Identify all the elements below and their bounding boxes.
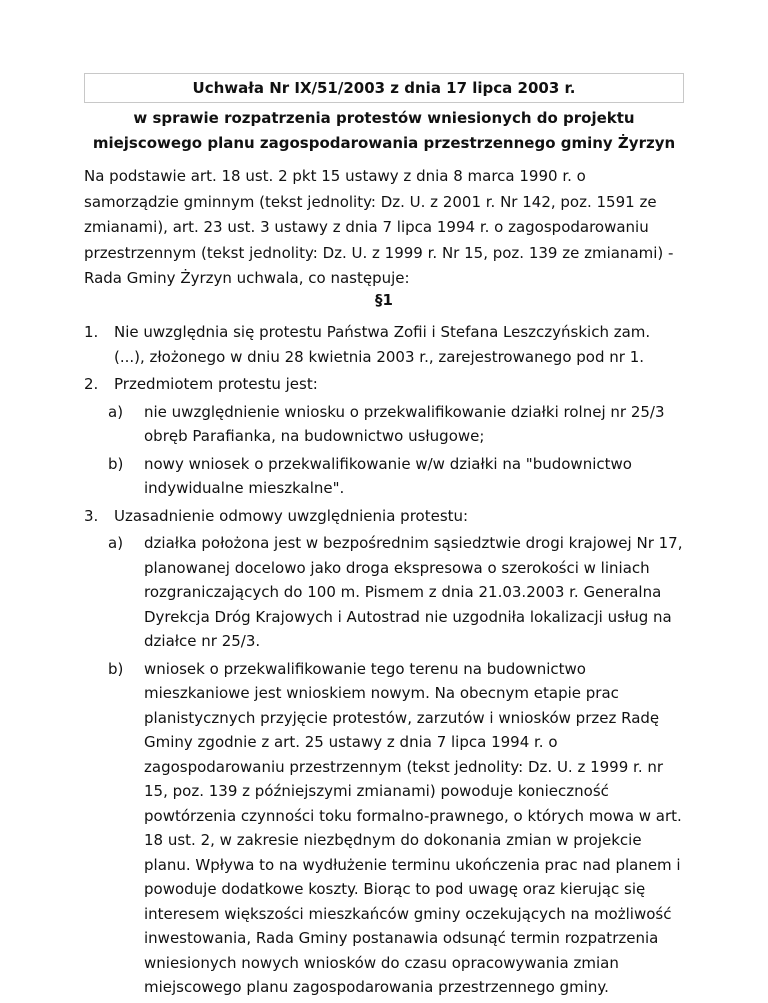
sub-list-item xyxy=(84,452,684,501)
list-item-number: 2. xyxy=(84,375,99,393)
sub-list-item-text: nowy wniosek o przekwalifikowanie w/w działki na "budownictwo indywidualne mieszkalne". xyxy=(144,454,632,497)
sub-list-item xyxy=(84,657,684,1000)
resolution-subtitle xyxy=(84,106,684,156)
list-item xyxy=(84,504,684,529)
provisions-list xyxy=(84,320,684,1003)
list-item-text: Nie uwzględnia się protestu Państwa Zofii i Stefana Leszczyńskich zam. (...), złożonego w dniu 28 kwietnia 2003 r., zarejestrowanego pod nr 1. xyxy=(114,323,651,366)
sub-list-item-letter: a) xyxy=(108,534,124,552)
sub-list-item-letter: b) xyxy=(108,454,124,473)
sub-list-item-text: działka położona jest w bezpośrednim sąsiedztwie drogi krajowej Nr 17, planowanej docelowo jako droga ekspresowa o szerokości w liniach rozgraniczających do 100 m. Pismem z dnia 21.03.2003 r. Generalna Dyrekcja Dróg Krajowych i Autostrad nie uzgodniła lokalizacji usług na działce nr 25/3. xyxy=(144,534,683,650)
subtitle-line-2: miejscowego planu zagospodarowania przestrzennego gminy Żyrzyn xyxy=(92,134,676,152)
subtitle-line-1: w sprawie rozpatrzenia protestów wniesionych do projektu xyxy=(133,109,635,127)
list-item-number: 3. xyxy=(84,506,99,525)
sub-list-item xyxy=(84,400,684,449)
list-item xyxy=(84,320,684,369)
sub-list-item-text: nie uwzględnienie wniosku o przekwalifikowanie działki rolnej nr 25/3 obręb Parafianka, na budownictwo usługowe; xyxy=(144,402,665,445)
list-item-number: 1. xyxy=(84,323,99,341)
list-item-text: Przedmiotem protestu jest: xyxy=(114,375,318,393)
section-heading: §1 xyxy=(375,291,393,309)
intro-paragraph: Na podstawie art. 18 ust. 2 pkt 15 ustawy z dnia 8 marca 1990 r. o samorządzie gminnym (tekst jednolity: Dz. U. z 2001 r. Nr 142, poz. 1591 ze zmianami), art. 23 ust. 3 ustawy z dnia 7 lipca 1994 r. o zagospodarowaniu przestrzennym (tekst jednolity: Dz. U. z 1999 r. Nr 15, poz. 139 ze zmianami) - Rada Gminy Żyrzyn uchwala, co następuje: xyxy=(84,167,674,287)
sub-list-item-letter: a) xyxy=(108,402,124,421)
sub-list-item xyxy=(84,531,684,654)
list-item xyxy=(84,372,684,397)
sub-list-item-text: wniosek o przekwalifikowanie tego terenu na budownictwo mieszkaniowe jest wnioskiem nowym. Na obecnym etapie prac planistycznych przyjęcie protestów, zarzutów i wniosków przez Radę Gminy zgodnie z art. 25 ustawy z dnia 7 lipca 1994 r. o zagospodarowaniu przestrzennym (tekst jednolity: Dz. U. z 1999 r. nr 15, poz. 139 z późniejszymi zmianami) powoduje konieczność powtórzenia czynności toku formalno-prawnego, o których mowa w art. 18 ust. 2, w zakresie niezbędnym do dokonania zmian w projekcie planu. Wpływa to na wydłużenie terminu ukończenia prac nad planem i powoduje dodatkowe koszty. Biorąc to pod uwagę oraz kierując się interesem większości mieszkańców gminy oczekujących na możliwość inwestowania, Rada Gminy postanawia odsunąć termin rozpatrzenia wniesionych nowych wniosków do czasu opracowywania zmian miejscowego planu zagospodarowania przestrzennego gminy. xyxy=(144,659,682,996)
resolution-title: Uchwała Nr IX/51/2003 z dnia 17 lipca 2003 r. xyxy=(84,73,684,103)
list-item-text: Uzasadnienie odmowy uwzględnienia protestu: xyxy=(114,506,469,525)
sub-list-item-letter: b) xyxy=(108,659,124,678)
